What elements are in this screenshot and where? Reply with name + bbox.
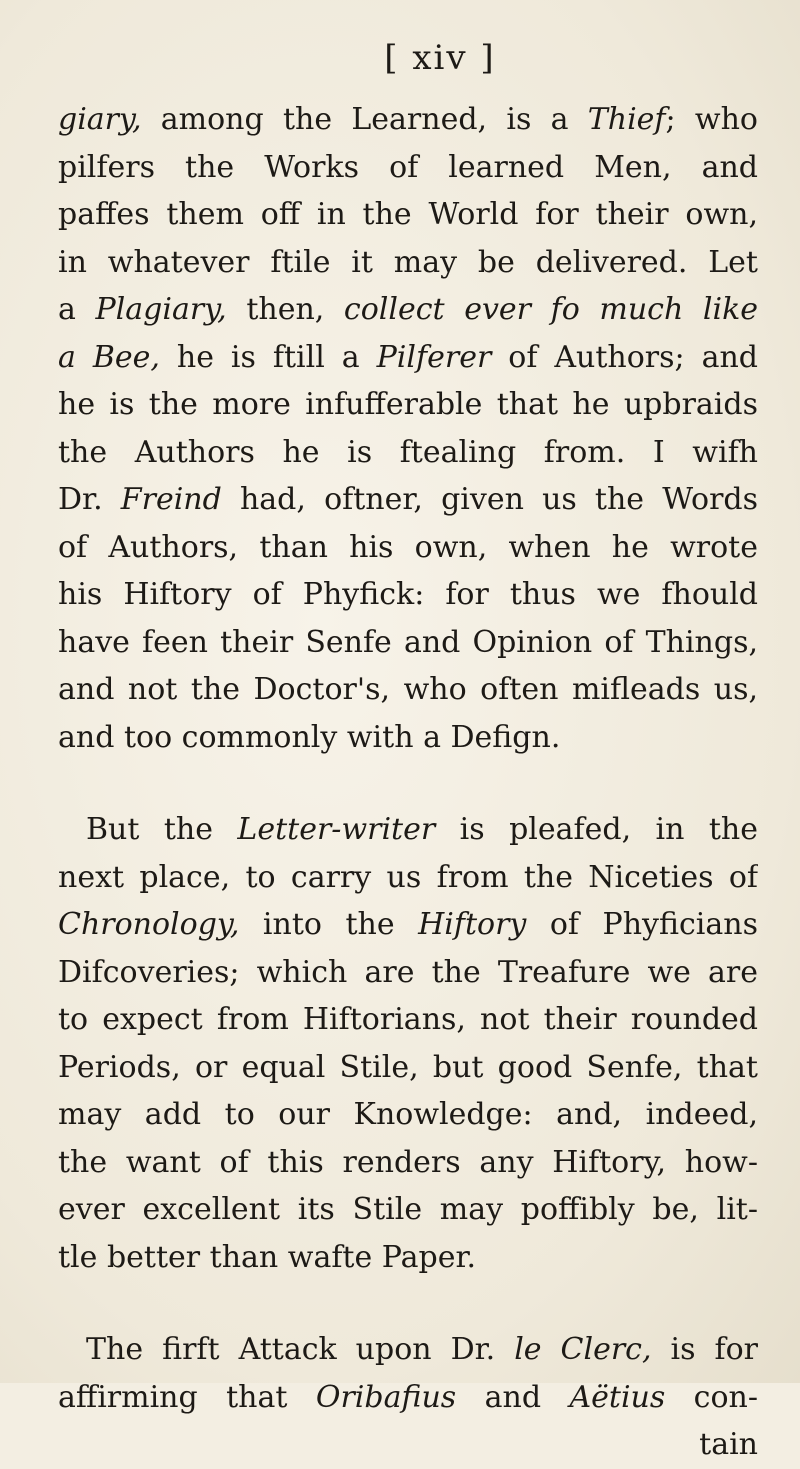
italic-text: Chronology, [58, 907, 240, 942]
paragraph [58, 96, 758, 761]
text-run: tle better than wafte Paper. [58, 1239, 477, 1275]
text-run: But the [86, 812, 238, 847]
text-run: the want of this renders any Hiftory, how- [58, 1144, 758, 1180]
text-run: paffes them off in the World for their own, [58, 197, 758, 232]
text-line [58, 1091, 758, 1139]
page-number: [ xiv ] [384, 38, 496, 78]
text-line [58, 429, 758, 477]
text-line [58, 1186, 758, 1234]
paragraph-gap [58, 1281, 758, 1326]
text-line [58, 996, 758, 1044]
text-run: con- [665, 1379, 758, 1415]
text-line [58, 286, 758, 334]
text-run: and too commonly with a Defign. [58, 719, 561, 755]
italic-text: Hiftory [418, 907, 527, 942]
text-line [58, 524, 758, 572]
body-text [58, 96, 758, 1469]
text-line [58, 1044, 758, 1092]
text-run: a [58, 292, 96, 327]
text-run: is pleafed, in the [435, 812, 758, 847]
text-line [58, 571, 758, 619]
italic-text: Pilferer [376, 339, 492, 375]
text-run: The firft Attack upon Dr. [86, 1332, 515, 1367]
text-line [58, 666, 758, 714]
text-run: affirming that [58, 1379, 316, 1415]
text-run: have feen their Senfe and Opinion of Things, [58, 624, 758, 660]
italic-text: Freind [120, 482, 222, 517]
text-run: of Authors; and [491, 339, 758, 375]
paragraph [58, 806, 758, 1281]
text-line [58, 806, 758, 854]
text-run: among the Learned, is a [141, 102, 588, 137]
text-line [58, 854, 758, 902]
italic-text: Letter-writer [237, 812, 436, 847]
italic-text: Plagiary, [95, 292, 227, 327]
text-run: into the [239, 907, 419, 942]
text-run: he is ftill a [159, 339, 377, 375]
text-line [58, 476, 758, 524]
text-run: in whatever ftile it may be delivered. Let [58, 244, 758, 280]
text-run: ever excellent its Stile may poffibly be, lit- [58, 1192, 758, 1227]
text-run: ; who [665, 102, 758, 137]
text-run: his Hiftory of Phyfick: for thus we fhould [58, 577, 758, 612]
text-line [58, 334, 758, 382]
text-run: Dr. [58, 482, 121, 517]
text-run: of Phyficians [526, 907, 758, 942]
catchword: tain [699, 1427, 758, 1462]
text-line [58, 1139, 758, 1187]
text-run: then, [226, 292, 344, 327]
italic-text: Aëtius [569, 1379, 666, 1415]
text-line [58, 239, 758, 287]
paragraph-gap [58, 761, 758, 806]
text-line [58, 96, 758, 144]
text-run: Difcoveries; which are the Treafure we are [58, 954, 758, 990]
text-run: had, oftner, given us the Words [221, 482, 758, 517]
text-line [58, 1374, 758, 1422]
text-run: he is the more infufferable that he upbraids [58, 387, 758, 422]
text-run: to expect from Hiftorians, not their rounded [58, 1002, 758, 1037]
italic-text: Oribafius [315, 1379, 457, 1415]
text-line [58, 949, 758, 997]
text-run: may add to our Knowledge: and, indeed, [58, 1097, 758, 1132]
italic-text: a Bee, [58, 339, 160, 375]
text-line [58, 1326, 758, 1374]
text-run: and not the Doctor's, who often mifleads us, [58, 672, 758, 707]
text-run: is for [651, 1332, 758, 1367]
text-line [58, 901, 758, 949]
italic-text: Thief [587, 102, 666, 137]
text-run: of Authors, than his own, when he wrote [58, 529, 758, 565]
text-run: pilfers the Works of learned Men, and [58, 149, 758, 185]
text-run: the Authors he is ftealing from. I wifh [58, 434, 758, 470]
text-line [58, 1234, 758, 1282]
text-line [58, 144, 758, 192]
text-line [58, 714, 758, 762]
italic-text: giary, [58, 102, 142, 137]
text-line [58, 191, 758, 239]
text-line [58, 381, 758, 429]
italic-text: collect ever fo much like [343, 292, 758, 327]
text-line [58, 619, 758, 667]
italic-text: le Clerc, [514, 1332, 652, 1367]
paragraph [58, 1326, 758, 1421]
text-run: Periods, or equal Stile, but good Senfe, that [58, 1049, 758, 1085]
text-run: next place, to carry us from the Niceties of [58, 859, 758, 895]
text-run: and [456, 1379, 570, 1415]
